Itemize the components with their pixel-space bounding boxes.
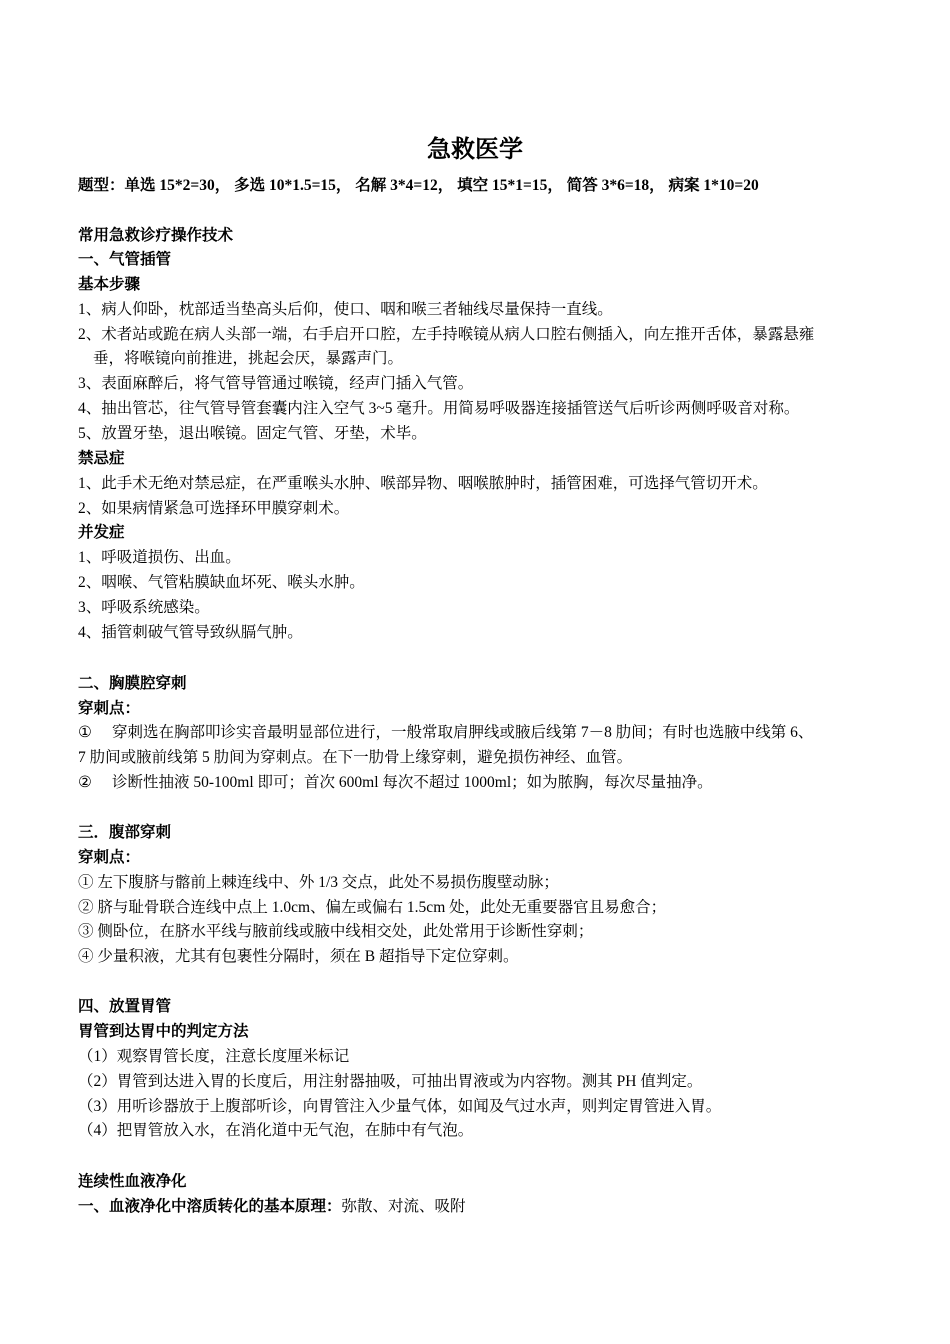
list-item: 2、术者站或跪在病人头部一端，右手启开口腔，左手持喉镜从病人口腔右侧插入，向左推开舌体，暴露悬雍 bbox=[78, 326, 815, 343]
subheading-puncture-site: 穿刺点： bbox=[78, 849, 141, 866]
list-item bbox=[78, 722, 878, 744]
list-item: 1、呼吸道损伤、出血。 bbox=[78, 549, 241, 566]
heading-thoracentesis: 二、胸膜腔穿刺 bbox=[78, 675, 187, 692]
list-item: （1）观察胃管长度，注意长度厘米标记 bbox=[78, 1048, 350, 1065]
list-item: ④ 少量积液，尤其有包裹性分隔时，须在 B 超指导下定位穿刺。 bbox=[78, 948, 519, 965]
list-item: ③ 侧卧位，在脐水平线与腋前线或腋中线相交处，此处常用于诊断性穿刺； bbox=[78, 923, 594, 940]
list-item: 5、放置牙垫，退出喉镜。固定气管、牙垫，术毕。 bbox=[78, 425, 427, 442]
list-item-text: 诊断性抽液 50-100ml 即可；首次 600ml 每次不超过 1000ml；如为脓胸，每次尽量抽净。 bbox=[112, 774, 713, 791]
list-item bbox=[78, 772, 878, 794]
list-item: ② 脐与耻骨联合连线中点上 1.0cm、偏左或偏右 1.5cm 处，此处无重要器官且易愈合； bbox=[78, 899, 667, 916]
list-marker: ② bbox=[78, 774, 92, 791]
principle-line bbox=[78, 1196, 878, 1218]
list-item: （2）胃管到达进入胃的长度后，用注射器抽吸，可抽出胃液或为内容物。测其 PH 值判定。 bbox=[78, 1073, 703, 1090]
subheading-basic-steps: 基本步骤 bbox=[78, 276, 141, 293]
list-item-continuation: 垂，将喉镜向前推进，挑起会厌，暴露声门。 bbox=[93, 350, 404, 367]
list-item-text: 穿刺选在胸部叩诊实音最明显部位进行，一般常取肩胛线或腋后线第 7－8 肋间；有时也选腋中线第 6、 bbox=[112, 724, 814, 741]
list-marker: ① bbox=[78, 724, 92, 741]
principle-value: 弥散、对流、吸附 bbox=[341, 1198, 466, 1215]
section-heading-procedures: 常用急救诊疗操作技术 bbox=[78, 227, 234, 244]
list-item: 2、咽喉、气管粘膜缺血坏死、喉头水肿。 bbox=[78, 574, 365, 591]
list-item: （3）用听诊器放于上腹部听诊，向胃管注入少量气体，如闻及气过水声，则判定胃管进入胃。 bbox=[78, 1098, 722, 1115]
list-item-continuation: 7 肋间或腋前线第 5 肋间为穿刺点。在下一肋骨上缘穿刺，避免损伤神经、血管。 bbox=[78, 749, 633, 766]
subheading-complications: 并发症 bbox=[78, 524, 125, 541]
heading-gastric-tube: 四、放置胃管 bbox=[78, 998, 172, 1015]
document-title: 急救医学 bbox=[427, 136, 523, 163]
heading-abdominal-puncture: 三．腹部穿刺 bbox=[78, 824, 172, 841]
subheading-gastric-method: 胃管到达胃中的判定方法 bbox=[78, 1023, 249, 1040]
list-item: 4、插管刺破气管导致纵膈气肿。 bbox=[78, 624, 303, 641]
list-item: 3、呼吸系统感染。 bbox=[78, 599, 210, 616]
list-item: 3、表面麻醉后，将气管导管通过喉镜，经声门插入气管。 bbox=[78, 375, 474, 392]
list-item: 4、抽出管芯，往气管导管套囊内注入空气 3~5 毫升。用简易呼吸器连接插管送气后听诊两侧呼吸音对称。 bbox=[78, 400, 800, 417]
list-item: 2、如果病情紧急可选择环甲膜穿刺术。 bbox=[78, 500, 350, 517]
subheading-contraindications: 禁忌症 bbox=[78, 450, 125, 467]
section-heading-blood-purification: 连续性血液净化 bbox=[78, 1173, 187, 1190]
heading-intubation: 一、气管插管 bbox=[78, 251, 172, 268]
list-item: 1、此手术无绝对禁忌症，在严重喉头水肿、喉部异物、咽喉脓肿时，插管困难，可选择气管切开术。 bbox=[78, 475, 768, 492]
list-item: ① 左下腹脐与髂前上棘连线中、外 1/3 交点，此处不易损伤腹壁动脉； bbox=[78, 874, 559, 891]
list-item: （4）把胃管放入水，在消化道中无气泡，在肺中有气泡。 bbox=[78, 1122, 474, 1139]
subheading-puncture-site: 穿刺点： bbox=[78, 700, 141, 717]
principle-label: 一、血液净化中溶质转化的基本原理： bbox=[78, 1198, 342, 1215]
list-item: 1、病人仰卧，枕部适当垫高头后仰，使口、咽和喉三者轴线尽量保持一直线。 bbox=[78, 301, 613, 318]
exam-types: 题型：单选 15*2=30， 多选 10*1.5=15， 名解 3*4=12， 填空 15*1=15， 简答 3*6=18， 病案 1*10=20 bbox=[78, 177, 759, 194]
